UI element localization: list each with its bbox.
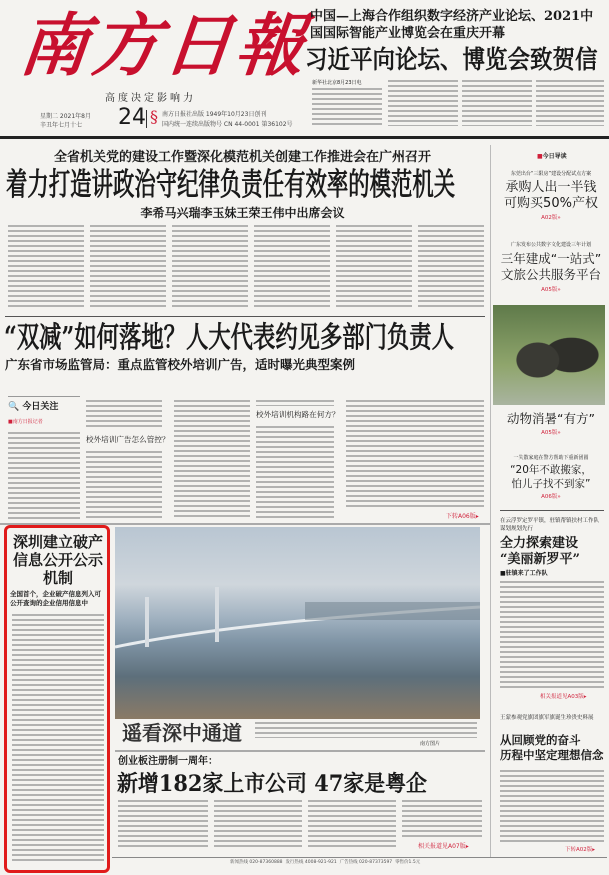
lead-story-text [418, 225, 484, 310]
publisher-info: 南方日报社出版 1949年10月23日创刊 [162, 111, 267, 118]
jump-link[interactable]: 相关报道见A03版▸ [540, 694, 587, 700]
sidebar-story-kicker: 王蒙参观党旗团旗军旗诞生珍贵史料展 [500, 715, 594, 721]
top-story-text [462, 80, 532, 126]
sidebar-item-page[interactable]: A05版» [541, 430, 561, 436]
sidebar-story-text [500, 770, 604, 845]
column-tag [8, 401, 58, 413]
photo-credit: 南方图片 [420, 741, 441, 747]
sidebar-item-page[interactable]: A05版» [541, 287, 561, 293]
subsection-heading: 校外培训广告怎么管控？ [86, 435, 170, 444]
sidebar-story-headline: 全力探索建设 “美丽新罗平” [500, 536, 580, 567]
second-story-text [174, 400, 250, 520]
sidebar-header-label: 今日导读 [542, 153, 567, 160]
lead-story-text [90, 225, 166, 310]
market-story-text [402, 800, 482, 840]
issn-info: 国内统一连续出版物号 CN 44-0001 第36102号 [162, 121, 293, 128]
bridge-photo [115, 527, 480, 719]
issue-day: 24 [118, 105, 146, 130]
lead-story-text [254, 225, 330, 310]
sidebar-item-kicker: 广东发布公共数字文化建设三年计划 [510, 242, 591, 248]
lead-story-text [336, 225, 412, 310]
top-story-text [536, 80, 604, 126]
boxed-story-headline: 深圳建立破产信息公开公示机制 [12, 533, 103, 587]
top-story-headline: 习近平向论坛、博览会致贺信 [305, 45, 598, 74]
second-story-text [346, 400, 484, 510]
boxed-story-text [12, 614, 104, 864]
top-story-kicker: 中国—上海合作组织数字经济产业论坛、2021中国国际智能产业博览会在重庆开幕 [310, 9, 594, 41]
bridge-illustration [115, 527, 480, 719]
second-story-subhead: 广东省市场监管局：重点监管校外培训广告，适时曝光典型案例 [5, 357, 356, 372]
market-story-text [308, 800, 396, 850]
sidebar-item-kicker: 一失散家庭在警方帮助下重新团圆 [513, 455, 589, 461]
slogan: 高度决定影响力 [105, 93, 196, 104]
newspaper-logo: 南方日報 [15, 6, 313, 86]
sidebar-header [537, 153, 567, 161]
sidebar-story-text [500, 581, 604, 691]
jump-link[interactable]: 下转A06版▸ [446, 513, 479, 520]
second-story-text [256, 400, 334, 406]
sidebar-story-headline: 从回顾党的奋斗 历程中坚定理想信念 [500, 733, 604, 762]
sidebar-story-tag: ■驻镇来了工作队 [500, 570, 548, 577]
sidebar-item-page[interactable]: A06版» [541, 494, 561, 500]
date-weekday: 星期二 2021年8月 [40, 113, 91, 120]
footer-ads: 广告热线 020-87373597 [339, 860, 393, 865]
second-story-text [8, 432, 80, 520]
sidebar-item-title[interactable]: “20年不敢搬家， 怕儿子找不到家” [510, 464, 592, 490]
lead-story-kicker: 全省机关党的建设工作暨深化模范机关创建工作推进会在广州召开 [53, 150, 431, 165]
lead-story-subhead: 李希马兴瑞李玉妹王荣王伟中出席会议 [140, 206, 345, 220]
sidebar-divider [490, 145, 491, 857]
market-story-headline: 新增182家上市公司 47家是粤企 [117, 771, 427, 797]
byline: ■南方日报记者 [8, 419, 43, 425]
market-story-text [118, 800, 208, 850]
sidebar-item-title[interactable]: 三年建成“一站式” 文旅公共服务平台 [500, 251, 602, 282]
publisher-emblem-icon: § [150, 107, 158, 126]
boxed-story-deck: 全国首个，企业破产信息列入可公开查询的企业信用信息中 [10, 590, 101, 607]
lunar-date: 辛丑年七月十七 [40, 122, 83, 129]
jump-link[interactable]: 相关报道见A07版▸ [418, 843, 469, 850]
lead-story-text [172, 225, 248, 310]
footer-phone: 新闻热线 020-87360888 [230, 860, 283, 865]
column-tag-rule [8, 396, 80, 397]
second-story-headline: “双减”如何落地？人大代表约见多部门负责人 [4, 320, 454, 354]
square-bullet-icon: ■ [537, 153, 543, 160]
top-story-dateline: 新华社北京8月23日电 [312, 80, 362, 86]
sidebar-rule [500, 510, 604, 511]
footer-info [230, 860, 420, 866]
photo-title: 遥看深中通道 [122, 721, 242, 745]
sidebar-item-title[interactable]: 承购人出一半钱 可购买50%产权 [504, 180, 598, 211]
sidebar-item-title[interactable]: 动物消暑“有方” [507, 411, 595, 426]
section-divider [5, 316, 485, 317]
column-tag-label: 今日关注 [22, 402, 59, 412]
search-icon: 🔍 [8, 402, 20, 412]
elephant-photo [493, 305, 605, 405]
top-story-text [312, 88, 382, 126]
section-divider [115, 750, 485, 752]
footer-distribution: 发行热线 4008-921-921 [285, 860, 337, 865]
second-story-text [256, 426, 334, 520]
sidebar-story-kicker: 在云浮罗定罗平镇，驻镇帮镇扶村工作队谋划规划先行 [500, 518, 600, 532]
second-story-text [86, 451, 162, 520]
market-story-text [214, 800, 302, 850]
lead-story-headline: 着力打造讲政治守纪律负责任有效率的模范机关 [6, 167, 456, 203]
masthead-rule [0, 136, 609, 139]
second-story-text [86, 400, 162, 430]
footer-price: 零售价1.5元 [395, 860, 421, 865]
sidebar-item-page[interactable]: A02版» [541, 215, 561, 221]
market-story-kicker: 创业板注册制一周年： [118, 756, 218, 767]
photo-caption [255, 722, 477, 738]
subsection-heading: 校外培训机构路在何方？ [256, 410, 340, 419]
jump-link[interactable]: 下转A02版▸ [565, 847, 596, 853]
sidebar-item-kicker: 东莞出台“三限房”建设分配试点方案 [510, 171, 592, 177]
divider [146, 110, 147, 128]
lead-story-text [8, 225, 84, 310]
footer-rule [112, 857, 607, 858]
top-story-text [388, 80, 458, 126]
